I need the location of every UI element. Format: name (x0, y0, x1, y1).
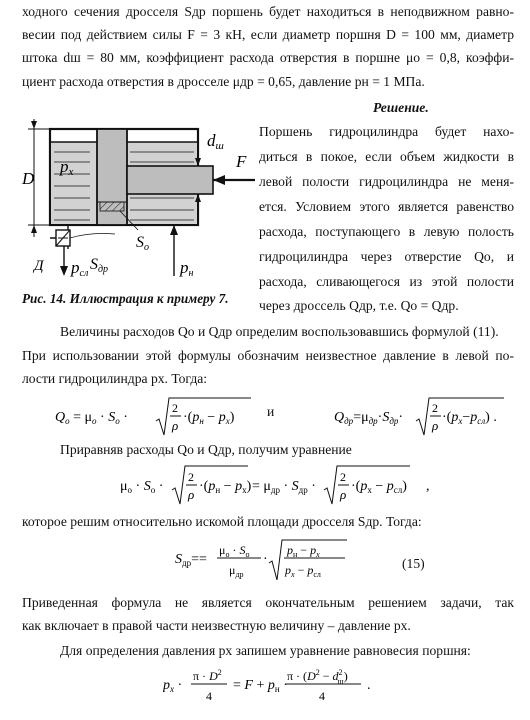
svg-text:π · D2: $\pi \cdot D^2$ (193, 668, 222, 683)
text-line: Приведенная формула не является окончательным решением задачи, так (22, 595, 514, 610)
svg-text:μо · Sо: $\mu_о \cdot S_о$ (219, 543, 250, 559)
svg-text:Sдр==: $S_{др}==$ (175, 552, 207, 568)
text-line: ходного сечения дросселя Sдр поршень будет находиться в неподвижном равно- (22, 4, 514, 19)
text-line: расхода, сливающегося из этой полости (259, 274, 514, 289)
svg-text:Qо = μо · Sо ·: $Q_о = \mu_о \cdot S_о$ · (55, 410, 128, 426)
svg-text:px ·: $p_x$ · (163, 678, 183, 694)
svg-text:Qдр=μдр·Sдр·: $Q_{др}=\mu_{др}\cdot S_{др}\cdot$ (334, 410, 404, 426)
text-line: которое решим относительно искомой площади дросселя Sдр. Тогда: (22, 514, 422, 529)
formula-equality (120, 462, 450, 510)
svg-text:2: 2 (188, 470, 194, 484)
text-line: лости гидроцилиндра рx. Тогда: (22, 371, 208, 386)
svg-text:ρ: ρ (432, 418, 439, 433)
text-line: расхода, поступающего в левую полость (259, 224, 514, 239)
text-line: ется. Условием этого является равенство (259, 199, 514, 214)
svg-text:·(px−pсл) .: $\cdot(p_x-p_{сл})$ . (442, 410, 497, 426)
svg-text:4: 4 (206, 689, 212, 703)
svg-text:dш: dш (207, 131, 224, 152)
diameter-label: D (22, 169, 35, 188)
solution-header: Решение. (373, 100, 429, 115)
text-line: гидроцилиндра через отверстие Qо, и (259, 249, 514, 264)
svg-text:4: 4 (319, 689, 325, 703)
svg-text:ρ: ρ (340, 487, 347, 502)
text-line: весии под действием силы F = 3 кН, если диаметр поршня D = 100 мм, диаметр (22, 27, 514, 42)
svg-text:·(pн − px): $\cdot(p_н - p_x)$ (183, 410, 235, 426)
text-line: как включает в правой части неизвестную величину – давление рx. (22, 618, 411, 633)
formula-s-dr (175, 536, 355, 586)
svg-text:,: , (426, 479, 430, 494)
svg-text:μдр: $\mu_{др}$ (229, 563, 244, 579)
equation-number: (15) (402, 556, 425, 571)
svg-text:pсл: pсл (71, 258, 89, 279)
and-word: и (267, 404, 275, 419)
figure-caption: Рис. 14. Иллюстрация к примеру 7. (22, 291, 229, 306)
svg-text:px: px (60, 157, 74, 178)
hydraulic-cylinder-figure (20, 112, 260, 290)
text-line: диться в покое, если объем жидкости в (259, 149, 514, 164)
svg-text:·(px − pсл): $\cdot(p_x - p_{сл})$ (351, 479, 407, 495)
svg-text:= μдр · Sдр ·: = $\mu_{др} \cdot S_{др}$ · (252, 479, 316, 495)
svg-text:Д: Д (34, 258, 44, 274)
text-line: Приравняв расходы Qо и Qдр, получим уравнение (60, 442, 352, 457)
text-line: левой полости гидроцилиндра не меня- (259, 174, 514, 189)
svg-text:px − pсл: $p_x - p_{сл}$ (285, 563, 321, 579)
svg-text:F: F (236, 152, 247, 171)
svg-text:Sдр: Sдр (90, 256, 109, 275)
svg-text:ρ: ρ (188, 487, 195, 502)
svg-text:.: . (367, 678, 371, 693)
text-line: штока dш = 80 мм, коэффициент расхода отверстия в поршне μо = 0,8, коэффи- (22, 50, 514, 65)
svg-text:2: 2 (340, 470, 346, 484)
svg-text:pн: pн (180, 258, 194, 279)
formula-equilibrium (163, 662, 383, 712)
svg-text:·: · (263, 552, 268, 567)
svg-text:2: 2 (172, 401, 178, 415)
svg-text:π · (D2 − d2ш): $\pi \cdot (D^2 - d^2$ ш) (287, 668, 348, 686)
svg-text:Sо: Sо (136, 234, 149, 253)
svg-text:pн − px: $p_н - p_x$ (287, 543, 320, 559)
svg-text:μо · Sо ·: $\mu_о \cdot S_о$ · (120, 479, 164, 495)
text-line: через дроссель Qдр, т.е. Qо = Qдр. (259, 298, 459, 313)
formula-q-dr (334, 395, 514, 441)
svg-text:= F + pн ·: = $F + p_н$ · (233, 678, 288, 694)
svg-text:2: 2 (432, 401, 438, 415)
text-line: Величины расходов Qо и Qдр определим воспользовавшись формулой (11). (60, 324, 499, 339)
text-line: циент расхода отверстия в дросселе μдр = 0,65, давление рн = 1 МПа. (22, 74, 425, 89)
svg-text:ρ: ρ (172, 418, 179, 433)
svg-text:·(pн − px): $\cdot(p_н - p_x)$ (199, 479, 252, 495)
text-line: При использовании этой формулы обозначим неизвестное давление в левой по- (22, 348, 514, 363)
formula-q-o (55, 395, 255, 441)
text-line: Для определения давления рx запишем уравнение равновесия поршня: (60, 643, 471, 658)
text-line: Поршень гидроцилиндра будет нахо- (259, 124, 514, 139)
